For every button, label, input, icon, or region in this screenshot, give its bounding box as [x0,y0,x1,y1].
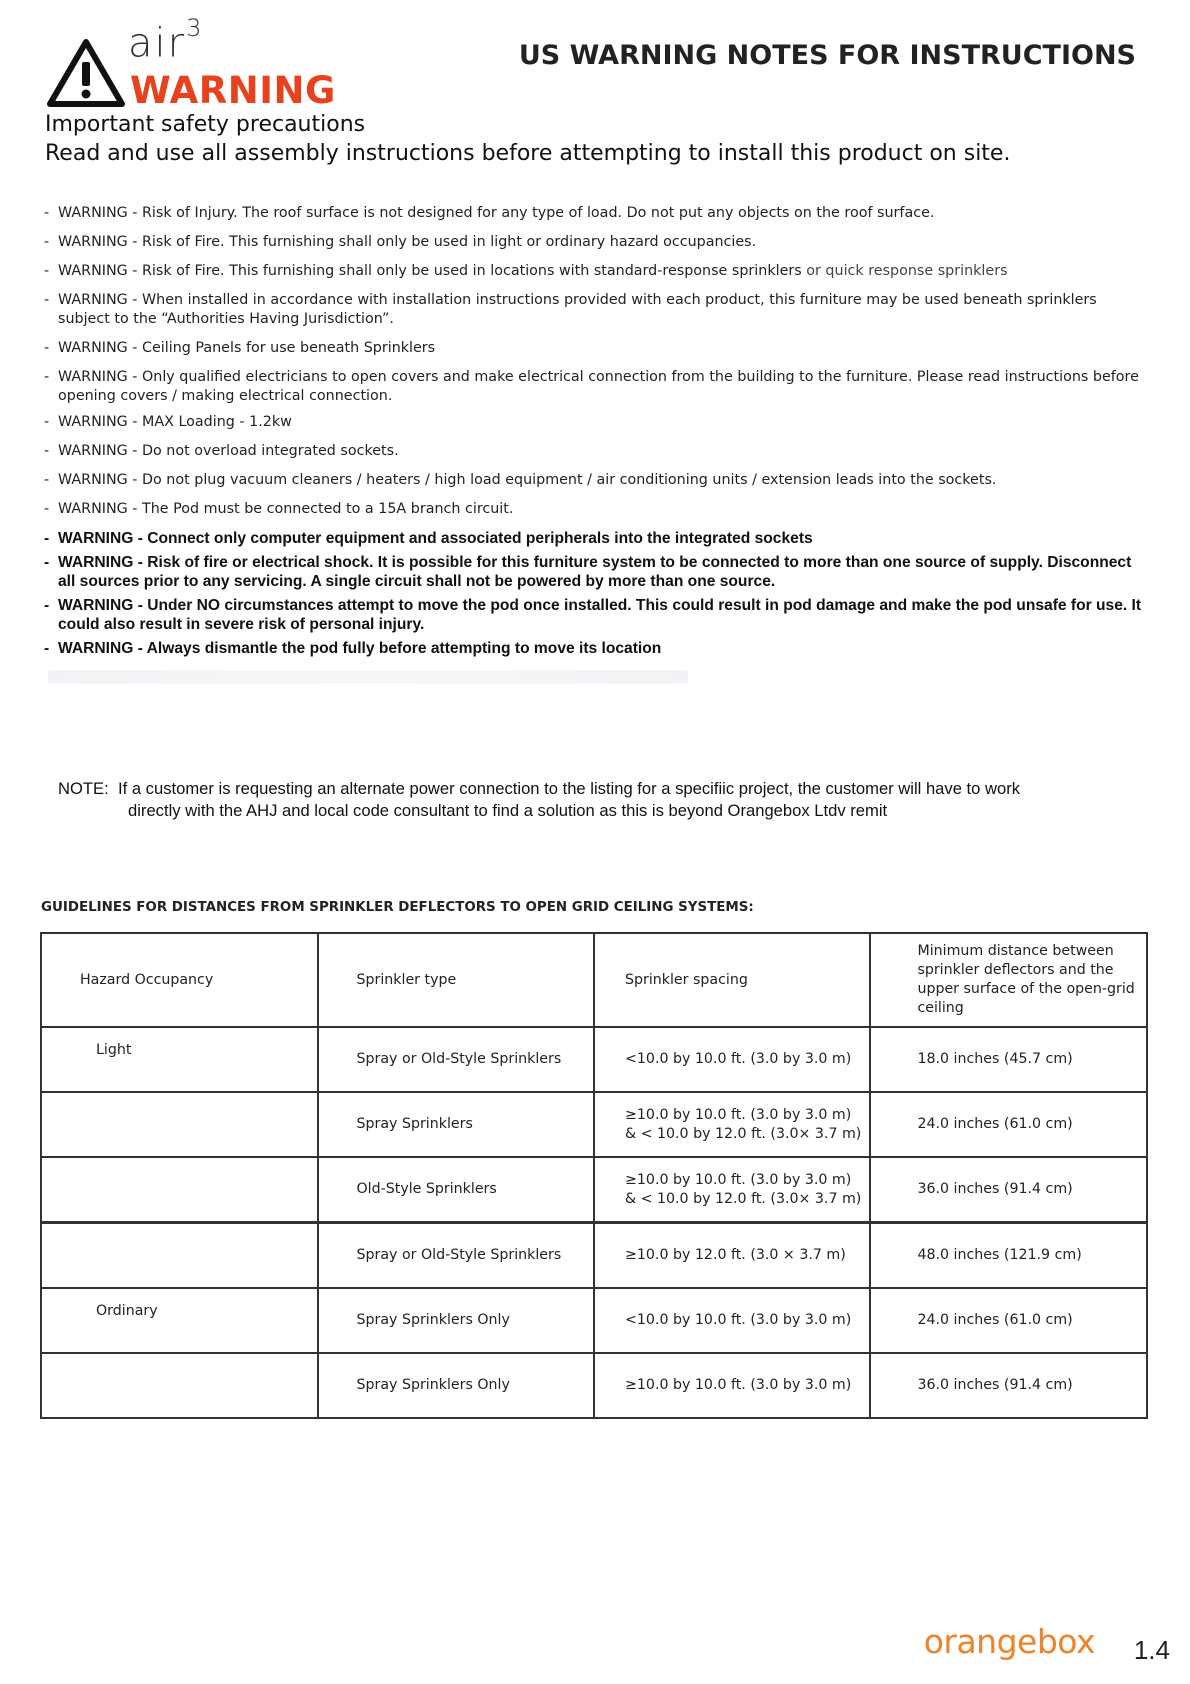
faded-text-artifact [48,670,688,684]
orangebox-logo: orangebox [923,1622,1095,1661]
note-label: NOTE: [58,779,109,798]
safety-subtitle: Important safety precautions [45,112,366,137]
sprinkler-distance-table [40,932,1148,1419]
cell-spacing: <10.0 by 10.0 ft. (3.0 by 3.0 m) [594,1288,870,1353]
warning-item: - WARNING - Do not overload integrated sockets. [44,442,1144,461]
cell-sprinkler-type: Spray Sprinklers Only [318,1353,594,1418]
cell-sprinkler-type: Old-Style Sprinklers [318,1157,594,1223]
warning-item: - WARNING - Connect only computer equipment and associated peripherals into the integrated sockets [44,529,1144,548]
cell-min-distance: 18.0 inches (45.7 cm) [870,1027,1147,1092]
warning-item: - WARNING - Risk of Fire. This furnishing shall only be used in locations with standard-response sprinklers or quick response sprinklers [44,262,1144,281]
cell-spacing: <10.0 by 10.0 ft. (3.0 by 3.0 m) [594,1027,870,1092]
warning-item: - WARNING - Risk of fire or electrical shock. It is possible for this furniture system to be connected to more than one source of supply. Disconnect all sources prior to any servicing. A single circuit shall not be powered by more than one source. [44,553,1144,591]
note-line-1: If a customer is requesting an alternate power connection to the listing for a specifiic project, the customer will have to work [118,779,1021,798]
cell-spacing: ≥10.0 by 12.0 ft. (3.0 × 3.7 m) [594,1223,870,1289]
cell-sprinkler-type: Spray or Old-Style Sprinklers [318,1027,594,1092]
warning-item: - WARNING - Always dismantle the pod fully before attempting to move its location [44,639,1144,658]
cell-min-distance: 36.0 inches (91.4 cm) [870,1353,1147,1418]
table-row [41,1092,1147,1157]
header-sprinkler-spacing: Sprinkler spacing [594,933,870,1027]
table-row [41,1027,1147,1092]
table-row [41,1157,1147,1223]
warning-item: - WARNING - Risk of Injury. The roof surface is not designed for any type of load. Do not put any objects on the roof surface. [44,204,1144,223]
header-minimum-distance: Minimum distance between sprinkler deflectors and the upper surface of the open-grid ceiling [870,933,1147,1027]
cell-sprinkler-type: Spray Sprinklers [318,1092,594,1157]
page-title: US WARNING NOTES FOR INSTRUCTIONS [518,40,1136,71]
note-line-2: directly with the AHJ and local code consultant to find a solution as this is beyond Orangebox Ltdv remit [128,801,888,820]
cell-min-distance: 36.0 inches (91.4 cm) [870,1157,1147,1223]
cell-min-distance: 48.0 inches (121.9 cm) [870,1223,1147,1289]
warning-item: - WARNING - Risk of Fire. This furnishing shall only be used in light or ordinary hazard occupancies. [44,233,1144,252]
cell-occupancy [41,1092,318,1157]
cell-occupancy [41,1353,318,1418]
cell-min-distance: 24.0 inches (61.0 cm) [870,1288,1147,1353]
warning-item: - WARNING - MAX Loading - 1.2kw [44,413,1144,432]
table-row [41,1223,1147,1289]
note-block [58,778,1118,822]
cell-occupancy: Light [41,1027,318,1092]
warning-triangle-icon [46,38,126,108]
warning-item: - WARNING - Only qualified electricians to open covers and make electrical connection from the building to the furniture. Please read instructions before opening covers / making electrical connection. [44,368,1144,406]
warning-item: - WARNING - The Pod must be connected to a 15A branch circuit. [44,500,1144,519]
cell-spacing: ≥10.0 by 10.0 ft. (3.0 by 3.0 m) [594,1353,870,1418]
instruction-line: Read and use all assembly instructions before attempting to install this product on site. [45,141,1011,166]
cell-occupancy [41,1157,318,1223]
table-header-row [41,933,1147,1027]
brand-logo: air$^3$ [128,14,204,67]
page-number: 1.4 [1133,1635,1170,1665]
guidelines-heading: GUIDELINES FOR DISTANCES FROM SPRINKLER DEFLECTORS TO OPEN GRID CEILING SYSTEMS: [41,900,754,915]
table-row [41,1353,1147,1418]
cell-sprinkler-type: Spray Sprinklers Only [318,1288,594,1353]
cell-min-distance: 24.0 inches (61.0 cm) [870,1092,1147,1157]
cell-sprinkler-type: Spray or Old-Style Sprinklers [318,1223,594,1289]
warning-item: - WARNING - Do not plug vacuum cleaners / heaters / high load equipment / air conditioning units / extension leads into the sockets. [44,471,1144,490]
cell-occupancy [41,1223,318,1289]
cell-spacing: ≥10.0 by 10.0 ft. (3.0 by 3.0 m) & < 10.0 by 12.0 ft. (3.0× 3.7 m) [594,1092,870,1157]
cell-occupancy: Ordinary [41,1288,318,1353]
cell-spacing: ≥10.0 by 10.0 ft. (3.0 by 3.0 m) & < 10.0 by 12.0 ft. (3.0× 3.7 m) [594,1157,870,1223]
header-sprinkler-type: Sprinkler type [318,933,594,1027]
warnings-list [44,204,1144,663]
warning-item: - WARNING - Under NO circumstances attempt to move the pod once installed. This could result in pod damage and make the pod unsafe for use. It could also result in severe risk of personal injury. [44,596,1144,634]
warning-item: - WARNING - Ceiling Panels for use beneath Sprinklers [44,339,1144,358]
header-hazard-occupancy: Hazard Occupancy [41,933,318,1027]
table-row [41,1288,1147,1353]
warning-heading: WARNING [130,69,336,112]
warning-item: - WARNING - When installed in accordance with installation instructions provided with each product, this furniture may be used beneath sprinklers subject to the “Authorities Having Jurisdiction”. [44,291,1144,329]
